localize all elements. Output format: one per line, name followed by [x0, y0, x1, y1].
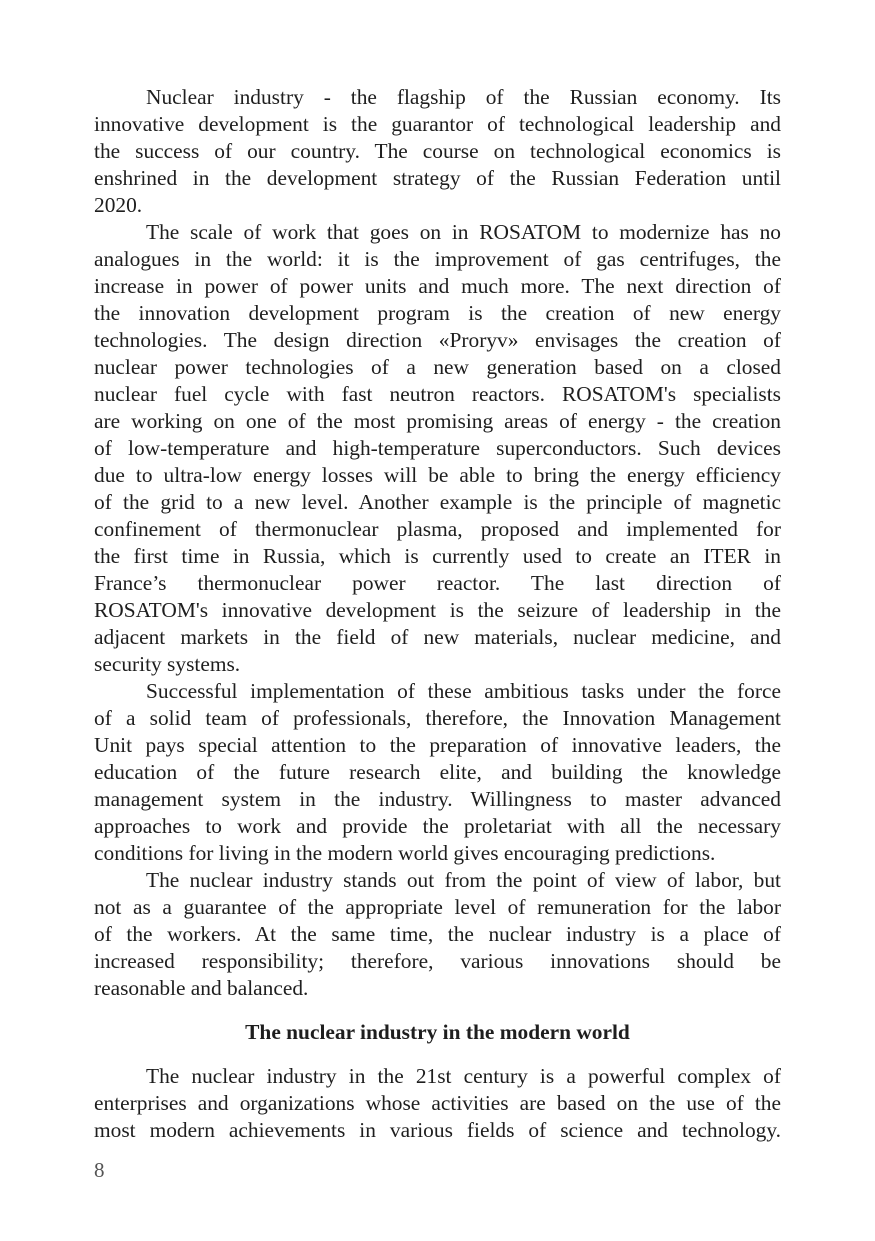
text-line: The scale of work that goes on in ROSATOM to modernize has no	[146, 220, 781, 244]
text-line: the innovation development program is the creation of new energy	[94, 301, 781, 325]
text-line: reasonable and balanced.	[94, 976, 309, 1000]
text-line: increase in power of power units and much more. The next direction of	[94, 274, 781, 298]
text-line: France’s thermonuclear power reactor. The last direction of	[94, 571, 781, 595]
text-line: the success of our country. The course on technological economics is	[94, 139, 781, 163]
text-line: conditions for living in the modern world gives encouraging predictions.	[94, 841, 716, 865]
text-line: Unit pays special attention to the preparation of innovative leaders, the	[94, 733, 781, 757]
text-line: nuclear fuel cycle with fast neutron reactors. ROSATOM's specialists	[94, 382, 781, 406]
text-line: nuclear power technologies of a new generation based on a closed	[94, 355, 781, 379]
text-line: confinement of thermonuclear plasma, proposed and implemented for	[94, 517, 781, 541]
paragraph	[94, 84, 781, 219]
section-intro	[94, 84, 781, 1002]
text-line: analogues in the world: it is the improvement of gas centrifuges, the	[94, 247, 781, 271]
text-line: due to ultra-low energy losses will be able to bring the energy efficiency	[94, 463, 781, 487]
text-line: are working on one of the most promising areas of energy - the creation	[94, 409, 781, 433]
paragraph	[94, 219, 781, 678]
text-line: The nuclear industry in the 21st century is a powerful complex of	[146, 1064, 781, 1088]
text-line: 2020.	[94, 193, 143, 217]
text-line: innovative development is the guarantor of technological leadership and	[94, 112, 781, 136]
page-body	[94, 84, 781, 1144]
text-line: the first time in Russia, which is currently used to create an ITER in	[94, 544, 781, 568]
text-line: of the workers. At the same time, the nuclear industry is a place of	[94, 922, 781, 946]
text-line: most modern achievements in various fields of science and technology.	[94, 1118, 781, 1142]
text-line: of low-temperature and high-temperature superconductors. Such devices	[94, 436, 781, 460]
text-line: management system in the industry. Willingness to master advanced	[94, 787, 781, 811]
page-number: 8	[94, 1158, 105, 1182]
text-line: of a solid team of professionals, therefore, the Innovation Management	[94, 706, 781, 730]
text-line: not as a guarantee of the appropriate level of remuneration for the labor	[94, 895, 781, 919]
text-line: security systems.	[94, 652, 241, 676]
text-line: enshrined in the development strategy of the Russian Federation until	[94, 166, 781, 190]
text-line: of the grid to a new level. Another example is the principle of magnetic	[94, 490, 781, 514]
text-line: increased responsibility; therefore, various innovations should be	[94, 949, 781, 973]
text-line: technologies. The design direction «Proryv» envisages the creation of	[94, 328, 781, 352]
text-line: adjacent markets in the field of new materials, nuclear medicine, and	[94, 625, 781, 649]
text-line: education of the future research elite, and building the knowledge	[94, 760, 781, 784]
text-line: Nuclear industry - the flagship of the Russian economy. Its	[146, 85, 781, 109]
paragraph	[94, 678, 781, 867]
paragraph	[94, 1063, 781, 1144]
section-modern-world	[94, 1063, 781, 1144]
text-line: Successful implementation of these ambitious tasks under the force	[146, 679, 781, 703]
text-line: approaches to work and provide the proletariat with all the necessary	[94, 814, 781, 838]
paragraph	[94, 867, 781, 1002]
text-line: enterprises and organizations whose activities are based on the use of the	[94, 1091, 781, 1115]
text-line: The nuclear industry stands out from the point of view of labor, but	[146, 868, 781, 892]
section-heading: The nuclear industry in the modern world	[245, 1020, 630, 1044]
text-line: ROSATOM's innovative development is the seizure of leadership in the	[94, 598, 781, 622]
